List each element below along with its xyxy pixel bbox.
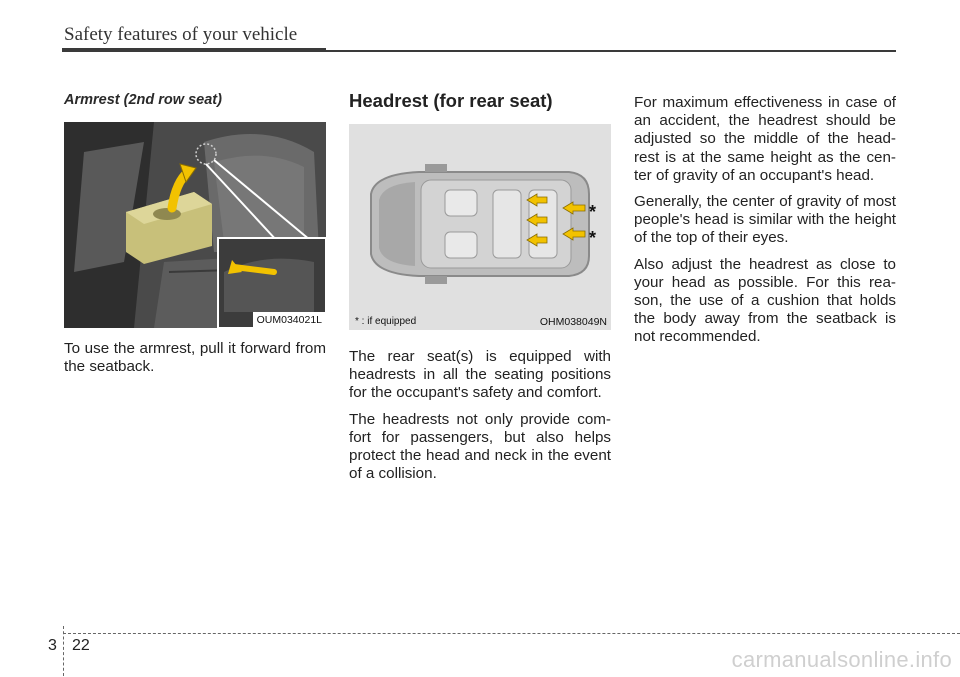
- watermark: carmanualsonline.info: [731, 647, 952, 672]
- footer-horizontal-rule: [63, 633, 960, 634]
- optional-star-2: *: [589, 228, 597, 248]
- headrest-figure-note: * : if equipped: [355, 316, 417, 327]
- chapter-number: 3: [48, 637, 57, 654]
- headrest-figure-code: OHM038049N: [539, 316, 607, 328]
- headrest-title: Headrest (for rear seat): [349, 90, 553, 111]
- armrest-illustration: [64, 122, 326, 328]
- optional-star-1: *: [589, 202, 597, 222]
- header-rule-thin: [326, 50, 896, 52]
- armrest-paragraph: To use the armrest, pull it forward from the seatback.: [64, 340, 326, 376]
- armrest-figure-code: OUM034021L: [253, 312, 326, 328]
- page-header-title: Safety features of your vehicle: [64, 24, 298, 45]
- header-rule: [62, 48, 326, 52]
- armrest-figure: [64, 122, 326, 328]
- armrest-section: [64, 92, 326, 384]
- headrest-figure: [349, 124, 611, 330]
- vehicle-topview-illustration: [349, 124, 611, 330]
- adjust-paragraph-2: Generally, the center of gravity of most people's head is similar with the height of the top of their eyes.: [634, 193, 896, 247]
- adjust-paragraph-1: For maximum effectiveness in case of an accident, the headrest should be adjusted so the middle of the head-rest is at the same height as the cen-ter of gravity of an occupant's head.: [634, 94, 896, 184]
- headrest-paragraph-1: The rear seat(s) is equipped with headrests in all the seating positions for the occupant's safety and comfort.: [349, 348, 611, 402]
- armrest-title: Armrest (2nd row seat): [64, 92, 222, 108]
- adjust-paragraph-3: Also adjust the headrest as close to your head as possible. For this rea-son, the use of a cushion that holds the body away from the seatback is not recommended.: [634, 255, 896, 346]
- headrest-section: [349, 90, 611, 491]
- headrest-adjust-section: [634, 94, 896, 355]
- headrest-paragraph-2: The headrests not only provide com-fort for passengers, but also helps protect the head and neck in the event of a collision.: [349, 410, 611, 483]
- page-number: 22: [72, 637, 90, 654]
